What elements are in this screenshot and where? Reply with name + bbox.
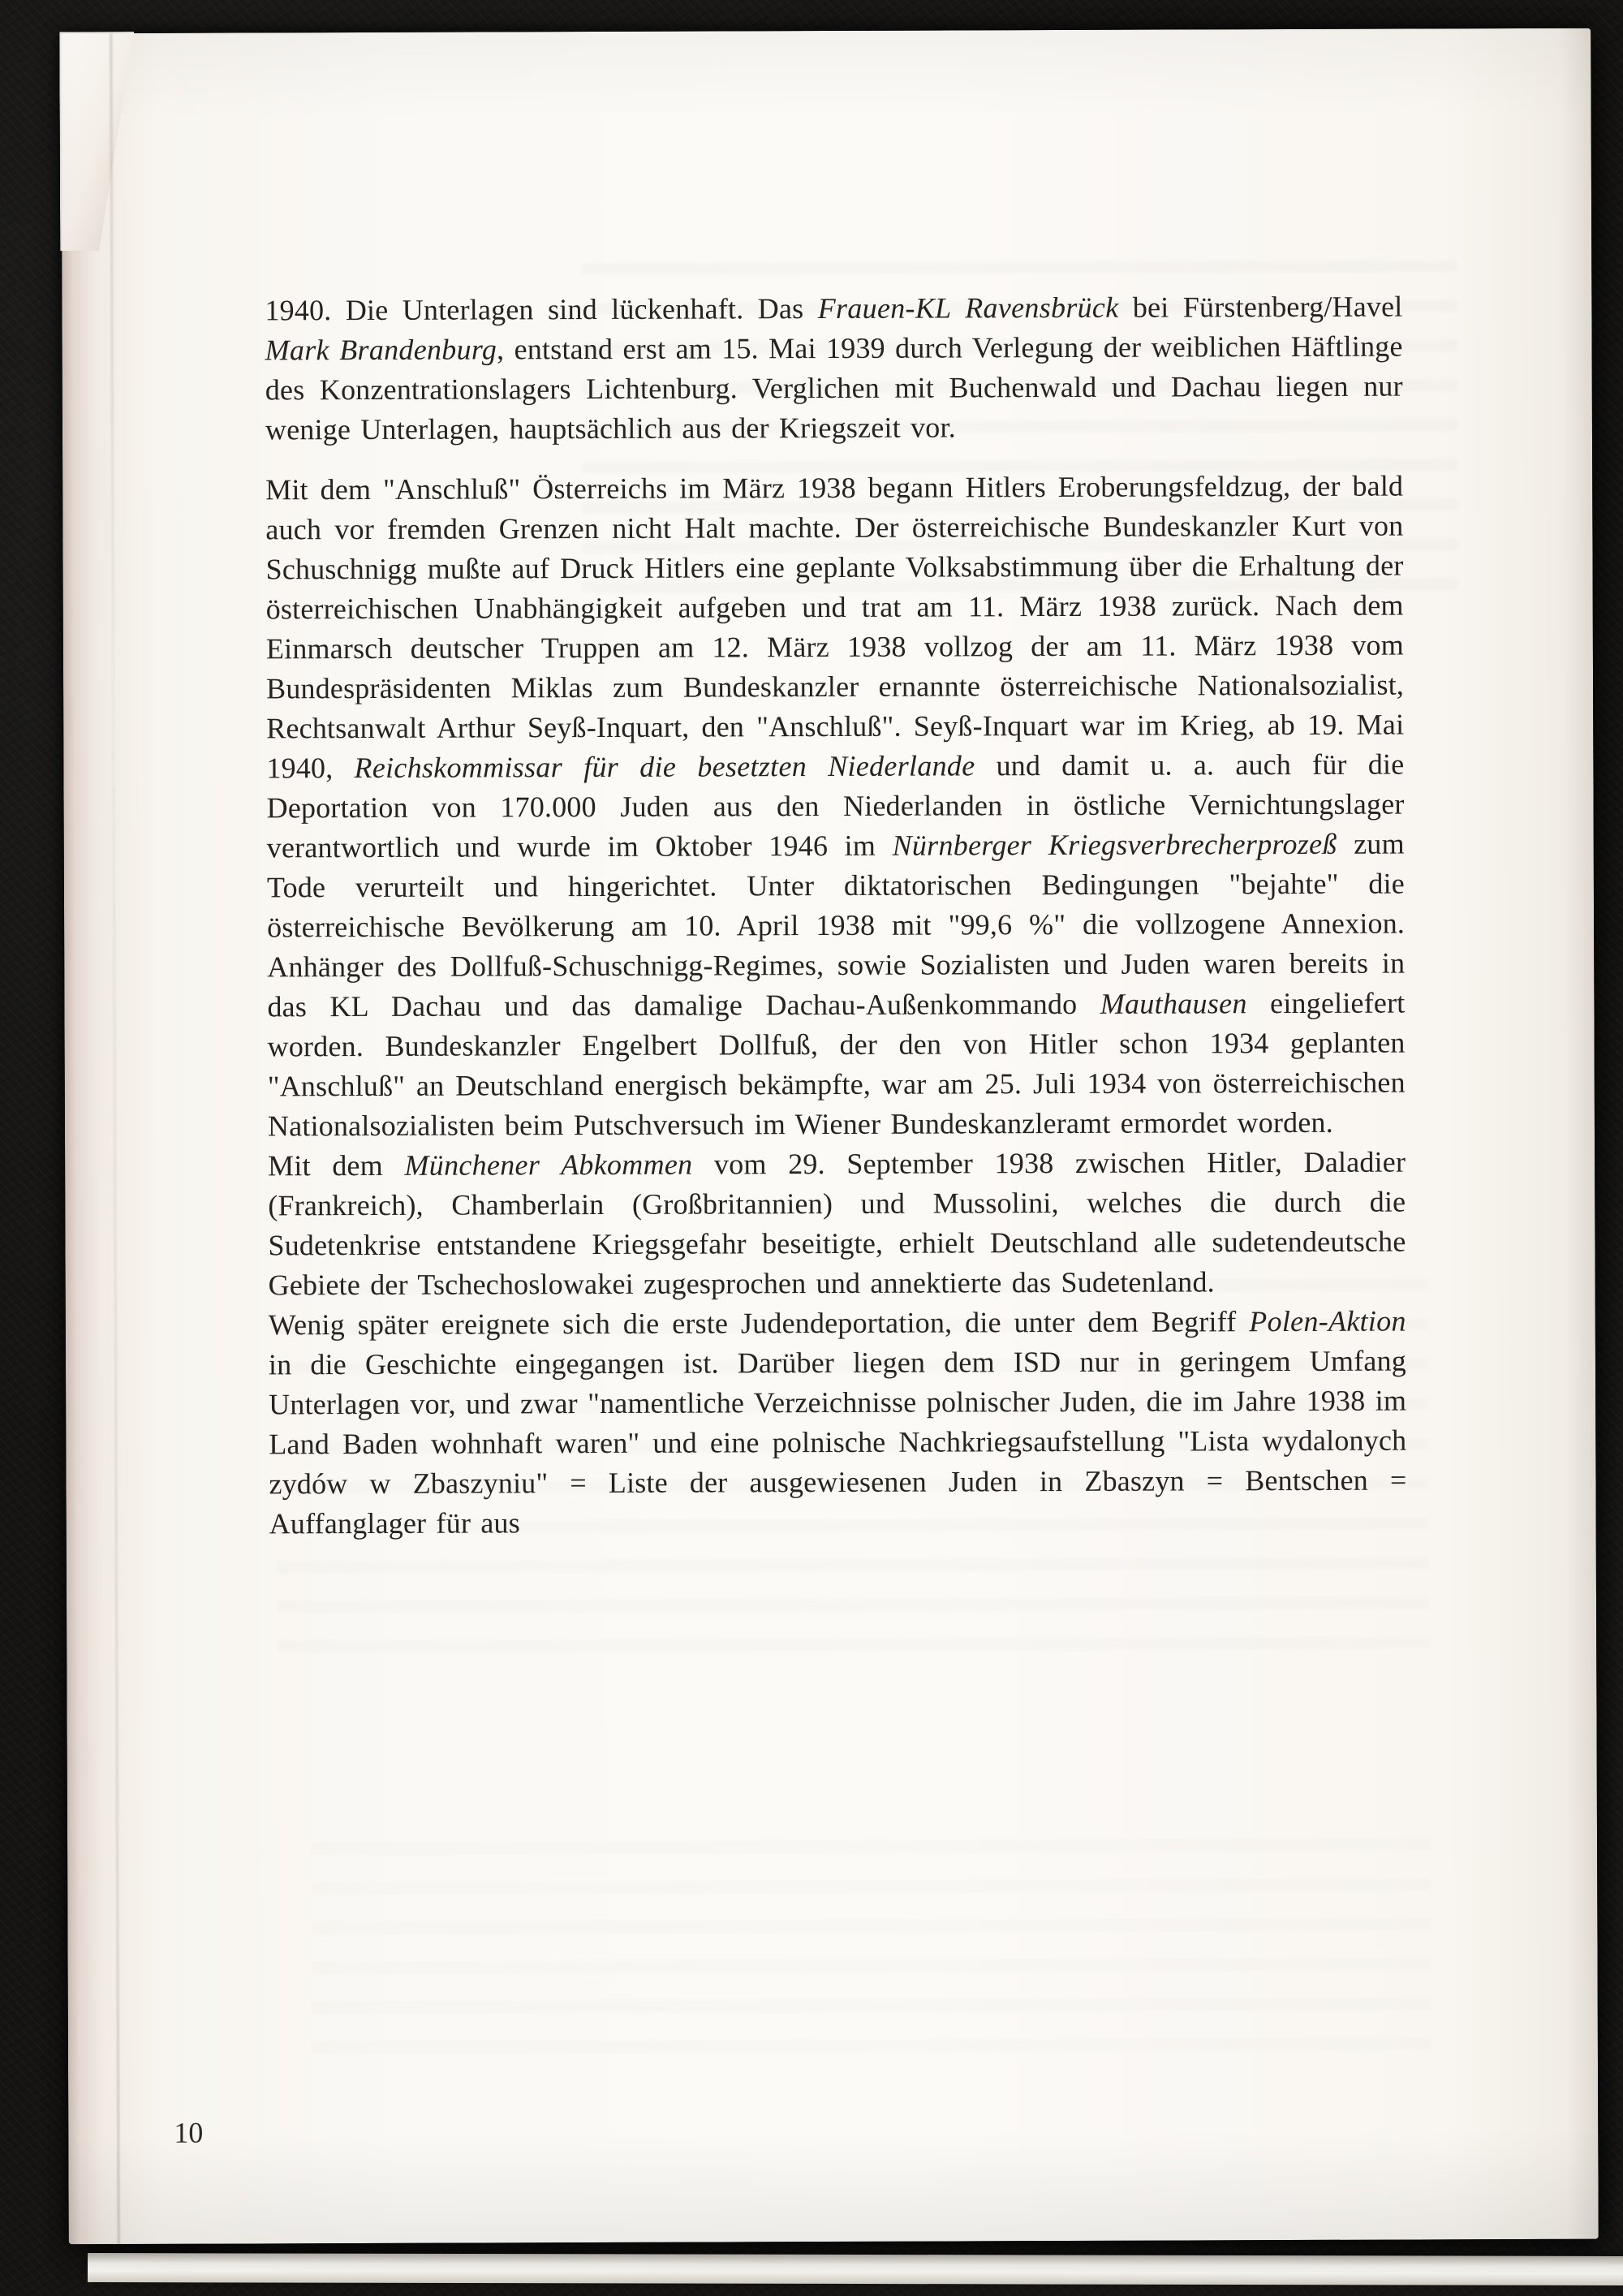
paragraph-anschluss	[265, 467, 1406, 1147]
italic-phrase: Polen-Aktion	[1249, 1304, 1406, 1338]
text-run: bei Fürstenberg/Havel	[1118, 290, 1403, 324]
italic-phrase: Münchener Abkommen	[404, 1148, 693, 1182]
page-edge-crease	[110, 33, 120, 2244]
italic-phrase: Reichskommissar für die besetzten Niederlande	[354, 749, 975, 785]
paragraph-muenchener-abkommen	[268, 1143, 1406, 1306]
text-run: Mit dem	[268, 1148, 405, 1182]
text-run: und damit u. a. auch für die Deportation von 170.000 Juden aus den Niederlanden in östliche Vernichtungslager verantwortlich und wurde im Oktober 1946 im	[266, 747, 1405, 864]
text-run: eingeliefert worden. Bundeskanzler Engelbert Dollfuß, der den von Hitler schon 1934 geplanten "Anschluß" an Deutschland energisch bekämpfte, war am 25. Juli 1934 von österreichischen Nationalsozialisten beim Putschversuch im Wiener Bundeskanzleramt ermordet worden.	[267, 986, 1406, 1143]
paragraph-ravensbrueck	[265, 287, 1403, 450]
underlying-page-edge	[88, 2253, 1623, 2285]
text-run: Wenig später ereignete sich die erste Judendeportation, die unter dem Begriff	[268, 1305, 1250, 1342]
italic-phrase: Nürnberger Kriegsverbrecherprozeß	[892, 827, 1337, 862]
page-number: 10	[174, 2116, 204, 2149]
text-run: 1940. Die Unterlagen sind lückenhaft. Das	[265, 292, 818, 327]
text-run: Mit dem "Anschluß" Österreichs im März 1938 begann Hitlers Eroberungsfeldzug, der bald auch vor fremden Grenzen nicht Halt machte. Der österreichische Bundeskanzler Kurt von Schuschnigg mußte auf Druck Hitlers eine geplante Volksabstimmung über die Erhaltung der österreichischen Unabhängigkeit aufgeben und trat am 11. März 1938 zurück. Nach dem Einmarsch deutscher Truppen am 12. März 1938 vollzog der am 11. März 1938 vom Bundespräsidenten Miklas zum Bundeskanzler ernannte österreichische Nationalsozialist, Rechtsanwalt Arthur Seyß-Inquart, den "Anschluß". Seyß-Inquart war im Krieg, ab 19. Mai 1940,	[265, 469, 1405, 785]
italic-phrase: Frauen-KL Ravensbrück	[817, 291, 1119, 325]
text-run: vom 29. September 1938 zwischen Hitler, Daladier (Frankreich), Chamberlain (Großbritannien) und Mussolini, welches die durch die Sudetenkrise entstandene Kriegsgefahr beseitigte, erhielt Deutschland alle sudetendeutsche Gebiete der Tschechoslowakei zugesprochen und annektierte das Sudetenland.	[268, 1145, 1406, 1302]
paragraph-polen-aktion	[269, 1302, 1407, 1544]
text-run: zum Tode verurteilt und hingerichtet. Unter diktatorischen Bedingungen "bejahte" die österreichische Bevölkerung am 10. April 1938 mit "99,6 %" die vollzogene Annexion. Anhänger des Dollfuß-Schuschnigg-Regimes, sowie Sozialisten und Juden waren bereits in das KL Dachau und das damalige Dachau-Außenkommando	[266, 827, 1406, 1023]
text-run: , entstand erst am 15. Mai 1939 durch Verlegung der weiblichen Häftlinge des Konzentrationslagers Lichtenburg. Verglichen mit Buchenwald und Dachau liegen nur wenige Unterlagen, hauptsächlich aus der Kriegszeit vor.	[265, 330, 1403, 446]
text-block	[265, 287, 1406, 1544]
page-corner-fold	[59, 32, 135, 251]
italic-phrase: Mauthausen	[1100, 987, 1247, 1020]
reverse-side-bleedthrough	[311, 1838, 1431, 2053]
book-page	[61, 28, 1598, 2245]
text-run: in die Geschichte eingegangen ist. Darüber liegen dem ISD nur in geringem Umfang Unterlagen vor, und zwar "namentliche Verzeichnisse polnischer Juden, die im Jahre 1938 im Land Baden wohnhaft waren" und eine polnische Nachkriegsaufstellung "Lista wydalonych zydów w Zbaszyniu" = Liste der ausgewiesenen Juden in Zbaszyn = Bentschen = Auffanglager für aus	[268, 1344, 1407, 1540]
italic-phrase: Mark Brandenburg	[265, 333, 497, 367]
